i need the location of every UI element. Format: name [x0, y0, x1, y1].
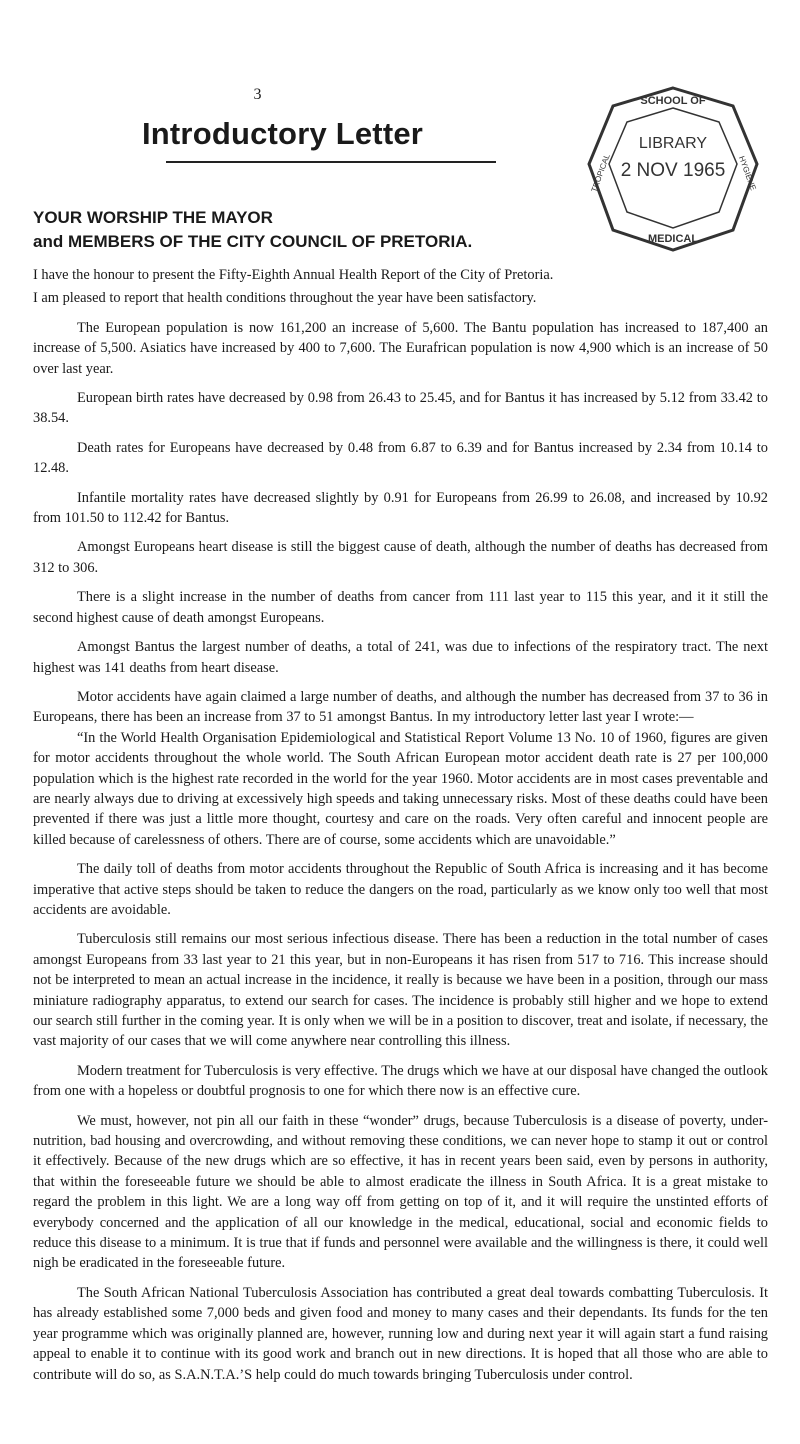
paragraph: Death rates for Europeans have decreased by 0.48 from 6.87 to 6.39 and for Bantus increased by 2.34 from 10.14 to 12.48. [33, 439, 768, 477]
paragraph: The European population is now 161,200 an increase of 5,600. The Bantu population has increased to 187,400 an increase of 5,500. Asiatics have increased by 400 to 7,600. The Eurafrican population is now 4,900 which is an increase of 50 over last year. [33, 319, 768, 377]
paragraph: Motor accidents have again claimed a large number of deaths, and although the number has decreased from 37 to 36 in Europeans, there has been an increase from 37 to 51 amongst Bantus. In my introductory letter last year I wrote:— [33, 688, 768, 726]
salutation-line-2: and MEMBERS OF THE CITY COUNCIL OF PRETORIA. [33, 232, 473, 251]
stamp-left-text: TROPICAL [589, 152, 612, 194]
stamp-middle-text: LIBRARY [638, 135, 708, 152]
paragraph: Amongst Bantus the largest number of deaths, a total of 241, was due to infections of the respiratory tract. The next highest was 141 deaths from heart disease. [33, 639, 768, 676]
stamp-date-text: 2 NOV 1965 [620, 160, 726, 181]
library-stamp [583, 84, 763, 254]
paragraph: Tuberculosis still remains our most serious infectious disease. There has been a reduction in the total number of cases amongst Europeans from 33 last year to 21 this year, but in non-Europeans it has risen from 517 to 716. This increase should not be interpreted to mean an actual increase in the incidence, it really is because we have been in a position, through our mass miniature radiography apparatus, to extend our search for cases. The incidence is probably still higher and we hope to extend our search still further in the coming year. It is only when we will be in a position to discover, treat and isolate, if necessary, the vast majority of our cases that we will come anywhere near controlling this illness. [33, 931, 768, 1050]
stamp-right-text: HYGIENE [736, 154, 758, 192]
letter-body [33, 265, 768, 1394]
paragraph: There is a slight increase in the number of deaths from cancer from 111 last year to 115 this year, and it it still the second highest cause of death amongst Europeans. [33, 589, 768, 626]
paragraph: The South African National Tuberculosis Association has contributed a great deal towards combatting Tuberculosis. It has already established some 7,000 beds and given food and money to many cases and their dependants. Its funds for the ten year programme which was originally planned are, however, running low and during next year it will again start a fund raising appeal to enable it to continue with its good work and branch out in new directions. It is hoped that all those who are able to contribute will do so, as S.A.N.T.A.’S help could do much towards bringing Tuberculosis under control. [33, 1284, 768, 1383]
paragraph: I am pleased to report that health conditions throughout the year have been satisfactory. [33, 290, 537, 307]
quoted-paragraph: “In the World Health Organisation Epidemiological and Statistical Report Volume 13 No. 10 of 1960, figures are given for motor accidents throughout the whole world. The South African European motor accident death rate is 27 per 100,000 population which is the highest rate recorded in the world for the year 1960. Motor accidents are in most cases preventable and are nearly always due to driving at excessively high speeds and taking unnecessary risks. Most of these deaths could have been prevented if there was just a little more thought, courtesy and care on the roads. Very often careful and innocent people are killed because of carelessness of others. There are of course, some accidents which are unavoidable.” [33, 729, 768, 848]
page-number: 3 [253, 86, 262, 103]
stamp-top-text: SCHOOL OF [640, 95, 706, 107]
paragraph: I have the honour to present the Fifty-Eighth Annual Health Report of the City of Pretoria. [33, 267, 554, 283]
title-underline [166, 161, 496, 163]
salutation [33, 206, 472, 254]
paragraph: We must, however, not pin all our faith in these “wonder” drugs, because Tuberculosis is a disease of poverty, under-nutrition, bad housing and overcrowding, and without removing these conditions, we can never hope to stamp it out or control it effectively. Because of the new drugs which are so effective, it has in recent years been said, even by persons in authority, that within the foreseeable future we should be able to almost eradicate the illness in South Africa. It is a great mistake to regard the problem in this light. We are a long way off from getting on top of it, and it will require the unstinted efforts of everybody concerned and the application of all our knowledge in the medical, educational, social and economic fields to reduce this disease to a minimum. It is true that if funds and personnel were available and the willingness is there, it could well nigh be eradicated in the foreseeable future. [33, 1112, 768, 1272]
paragraph: The daily toll of deaths from motor accidents throughout the Republic of South Africa is increasing and it has become imperative that active steps should be taken to reduce the dangers on the road, particularly as we know only too well that most accidents are avoidable. [33, 861, 768, 918]
paragraph: European birth rates have decreased by 0.98 from 26.43 to 25.45, and for Bantus it has increased by 5.12 from 33.42 to 38.54. [33, 390, 768, 427]
page-title: Introductory Letter [141, 116, 424, 151]
stamp-bottom-text: MEDICAL [647, 233, 699, 245]
paragraph: Infantile mortality rates have decreased slightly by 0.91 for Europeans from 26.99 to 26.08, and increased by 10.92 from 101.50 to 112.42 for Bantus. [33, 489, 768, 527]
paragraph: Amongst Europeans heart disease is still the biggest cause of death, although the number of deaths has decreased from 312 to 306. [33, 539, 768, 576]
paragraph: Modern treatment for Tuberculosis is very effective. The drugs which we have at our disposal have changed the outlook from one with a hopeless or doubtful prognosis to one for which there now is an effective cure. [33, 1062, 768, 1100]
salutation-line-1: YOUR WORSHIP THE MAYOR [33, 208, 273, 227]
